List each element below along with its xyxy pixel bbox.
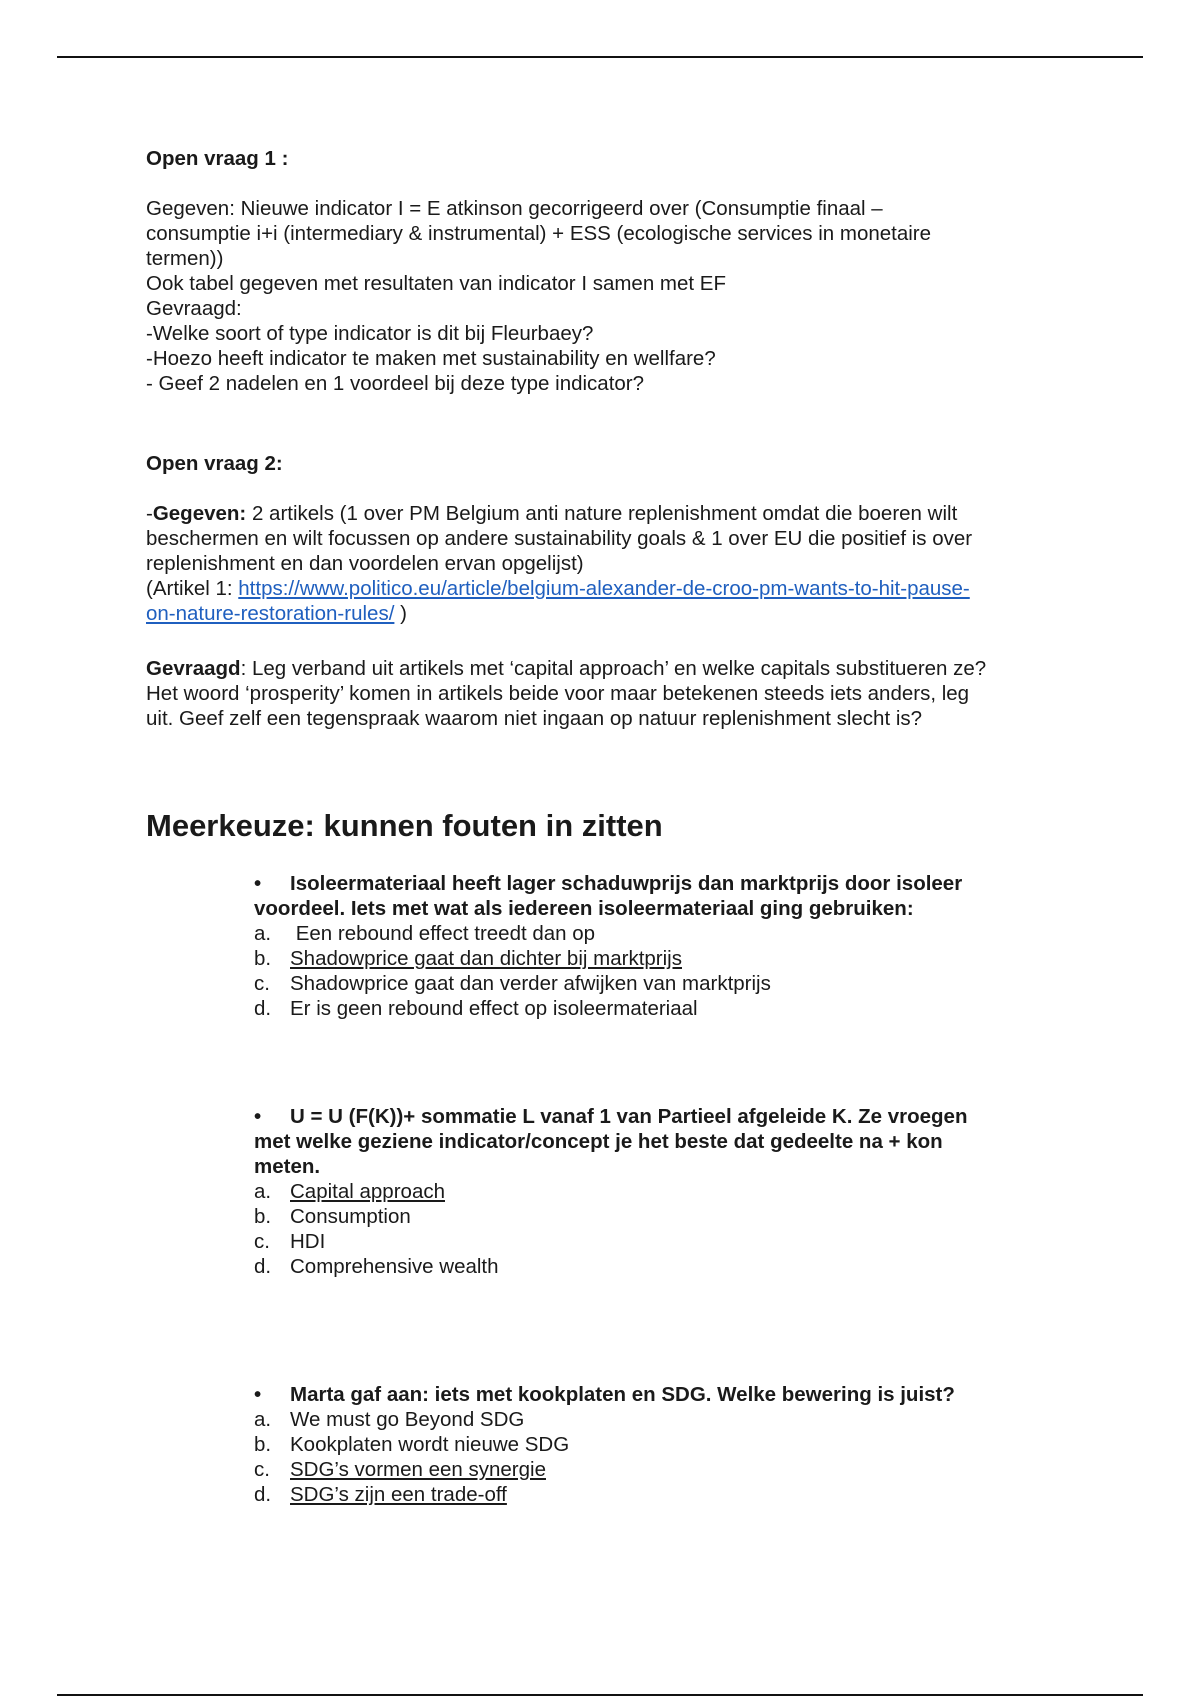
option-list — [254, 921, 1034, 1021]
q2-asked-line: Het woord ‘prosperity’ komen in artikels beide voor maar betekenen steeds iets anders, leg — [146, 682, 970, 705]
option-list — [254, 1407, 1034, 1507]
given-text: 2 artikels (1 over PM Belgium anti nature replenishment omdat die boeren wilt — [246, 502, 958, 525]
option-text: Shadowprice gaat dan dichter bij marktprijs — [290, 947, 682, 970]
option-letter: d. — [254, 1483, 272, 1506]
option-text: Comprehensive wealth — [290, 1255, 499, 1278]
option-text: Capital approach — [290, 1180, 445, 1203]
option-item — [254, 921, 1034, 946]
mc-question-text — [254, 1104, 1034, 1129]
article-prefix: (Artikel 1: — [146, 577, 239, 600]
given-label: Gegeven: — [152, 502, 247, 525]
option-item — [254, 1254, 1034, 1279]
option-item — [254, 1204, 1034, 1229]
option-item-marked — [254, 1179, 1034, 1204]
option-item — [254, 996, 1034, 1021]
bullet-icon: • — [254, 1383, 262, 1406]
bullet-icon: • — [254, 872, 262, 895]
option-text: Consumption — [290, 1205, 411, 1228]
option-item-marked — [254, 1457, 1034, 1482]
option-text: SDG’s zijn een trade-off — [290, 1483, 507, 1506]
mc-question-text — [254, 1382, 1034, 1407]
option-text: Kookplaten wordt nieuwe SDG — [290, 1433, 570, 1456]
option-item — [254, 1432, 1034, 1457]
option-text: SDG’s vormen een synergie — [290, 1458, 546, 1481]
q1-line: - Geef 2 nadelen en 1 voordeel bij deze type indicator? — [146, 372, 645, 395]
option-text: Er is geen rebound effect op isoleermateriaal — [290, 997, 698, 1020]
option-item-marked — [254, 946, 1034, 971]
option-letter: b. — [254, 947, 272, 970]
q1-line: Gevraagd: — [146, 297, 242, 320]
mc-question-text: voordeel. Iets met wat als iedereen isoleermateriaal ging gebruiken: — [254, 897, 914, 920]
question-line: U = U (F(K))+ sommatie L vanaf 1 van Partieel afgeleide K. Ze vroegen — [290, 1105, 968, 1128]
article-link-continued[interactable]: on-nature-restoration-rules/ — [146, 602, 395, 625]
mc-question-3 — [254, 1382, 1034, 1507]
option-item-marked — [254, 1482, 1034, 1507]
q1-line: Gegeven: Nieuwe indicator I = E atkinson gecorrigeerd over (Consumptie finaal – — [146, 197, 883, 220]
option-letter: a. — [254, 1180, 272, 1203]
option-text: Een rebound effect treedt dan op — [290, 922, 596, 945]
question-line: Marta gaf aan: iets met kookplaten en SDG. Welke bewering is juist? — [290, 1383, 955, 1406]
mc-question-2 — [254, 1104, 1034, 1279]
option-letter: c. — [254, 1458, 270, 1481]
option-item — [254, 971, 1034, 996]
option-item — [254, 1407, 1034, 1432]
given-prefix: - — [146, 502, 153, 525]
q1-line: -Hoezo heeft indicator te maken met sustainability en wellfare? — [146, 347, 716, 370]
article-line — [146, 601, 1076, 626]
article-suffix: ) — [394, 602, 407, 625]
open-question-1-title: Open vraag 1 : — [146, 147, 289, 170]
question-line: Isoleermateriaal heeft lager schaduwprijs dan marktprijs door isoleer — [290, 872, 963, 895]
mc-question-1 — [254, 871, 1034, 1021]
mc-question-text: met welke geziene indicator/concept je het beste dat gedeelte na + kon — [254, 1130, 943, 1153]
asked-label: Gevraagd — [146, 657, 241, 680]
option-text: HDI — [290, 1230, 326, 1253]
q1-line: Ook tabel gegeven met resultaten van indicator I samen met EF — [146, 272, 726, 295]
bullet-icon: • — [254, 1105, 262, 1128]
q2-given-line — [146, 501, 1076, 526]
q2-asked-line — [146, 656, 1076, 681]
q2-asked-line: uit. Geef zelf een tegenspraak waarom niet ingaan op natuur replenishment slecht is? — [146, 707, 923, 730]
option-letter: d. — [254, 1255, 272, 1278]
multiple-choice-heading: Meerkeuze: kunnen fouten in zitten — [146, 808, 663, 843]
top-rule — [57, 56, 1143, 58]
option-letter: a. — [254, 1408, 272, 1431]
q1-line: termen)) — [146, 247, 224, 270]
bottom-rule — [57, 1694, 1143, 1696]
option-letter: c. — [254, 972, 270, 995]
option-letter: b. — [254, 1433, 272, 1456]
option-item — [254, 1229, 1034, 1254]
mc-question-text — [254, 871, 1034, 896]
option-letter: d. — [254, 997, 272, 1020]
option-letter: c. — [254, 1230, 270, 1253]
mc-question-text: meten. — [254, 1155, 321, 1178]
open-question-2-given — [146, 501, 1076, 626]
q2-given-line: beschermen en wilt focussen op andere sustainability goals & 1 over EU die positief is over — [146, 527, 973, 550]
option-letter: b. — [254, 1205, 272, 1228]
q1-line: consumptie i+i (intermediary & instrumental) + ESS (ecologische services in monetaire — [146, 222, 932, 245]
option-letter: a. — [254, 922, 272, 945]
open-question-2-asked — [146, 656, 1076, 731]
option-list — [254, 1179, 1034, 1279]
option-text: We must go Beyond SDG — [290, 1408, 525, 1431]
q2-given-line: replenishment en dan voordelen ervan opgelijst) — [146, 552, 584, 575]
open-question-1-body — [146, 196, 1076, 396]
option-text: Shadowprice gaat dan verder afwijken van marktprijs — [290, 972, 771, 995]
open-question-2-title: Open vraag 2: — [146, 452, 283, 475]
article-line — [146, 576, 1076, 601]
article-link[interactable]: https://www.politico.eu/article/belgium-alexander-de-croo-pm-wants-to-hit-pause- — [238, 577, 970, 600]
asked-text: : Leg verband uit artikels met ‘capital approach’ en welke capitals substitueren ze? — [240, 657, 987, 680]
q1-line: -Welke soort of type indicator is dit bij Fleurbaey? — [146, 322, 594, 345]
